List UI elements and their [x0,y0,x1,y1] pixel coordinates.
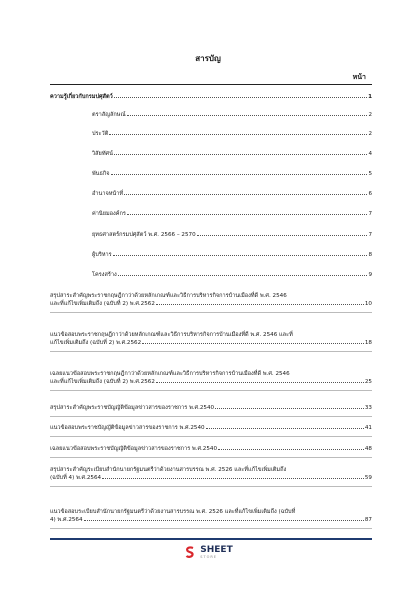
entry-divider [50,528,372,529]
toc-entry-page: 1 [368,94,372,100]
dot-leader [118,275,368,276]
toc-entry-page: 2 [368,131,372,137]
logo-mark-icon [183,545,197,559]
dot-leader [127,214,368,215]
dot-leader [206,428,364,429]
dot-leader [124,194,367,195]
dot-leader [109,134,367,135]
toc-entry-text: และที่แก้ไขเพิ่มเติมถึง (ฉบับที่ 2) พ.ศ.2562 [50,379,155,385]
toc-entry[interactable] [50,331,372,347]
toc-entry-text: สรุปสาระสำคัญพระราชบัญญัติข้อมูลข่าวสารของราชการ พ.ศ.2540 [50,405,215,411]
toc-entry[interactable] [92,130,372,138]
entry-divider [50,390,372,391]
toc-entry-text: เฉลยแนวข้อสอบพระราชกฤษฎีกาว่าด้วยหลักเกณฑ์และวิธีการบริหารกิจการบ้านเมืองที่ดี พ.ศ. 2546 [50,371,290,377]
toc-entry-page: 87 [364,517,372,523]
toc-entry-text: โครงสร้าง [92,272,117,278]
toc-entry[interactable] [92,271,372,279]
toc-entry-page: 6 [368,191,372,197]
toc-entry-text: แนวข้อสอบพระราชบัญญัติข้อมูลข่าวสารของราชการ พ.ศ.2540 [50,425,205,431]
toc-entry-text: ประวัติ [92,131,109,137]
dot-leader [111,174,368,175]
header-rule [50,84,372,85]
toc-entry-text: ตราสัญลักษณ์ [92,112,126,118]
entry-divider [50,486,372,487]
dot-leader [84,520,364,521]
toc-entry-text: ความรู้เกี่ยวกับกรมปศุสัตว์ [50,94,113,100]
page-column-header: หน้า [352,73,366,81]
toc-entry-page: 4 [368,151,372,157]
entry-divider [50,416,372,417]
dot-leader [142,343,364,344]
toc-entry[interactable] [92,150,372,158]
toc-entry-text: ค่านิยมองค์กร [92,211,126,217]
logo-sub: STORE [200,554,218,559]
toc-entry-page: 7 [368,232,372,238]
toc-entry[interactable] [92,190,372,198]
toc-entry-page: 5 [368,171,372,177]
dot-leader [156,382,364,383]
toc-entry-page: 7 [368,211,372,217]
toc-entry-page: 59 [364,475,372,481]
toc-entry-page: 33 [364,405,372,411]
toc-entry[interactable] [92,210,372,218]
toc-entry[interactable] [50,466,372,482]
footer-rule [50,538,372,540]
toc-entry-page: 41 [364,425,372,431]
toc-entry[interactable] [50,404,372,412]
toc-entry-text: ผู้บริหาร [92,252,112,258]
dot-leader [215,408,364,409]
toc-entry-text: 4) พ.ศ.2564 [50,517,83,523]
toc-entry-text: (ฉบับที่ 4) พ.ศ.2564 [50,475,102,481]
toc-entry[interactable] [50,445,372,453]
sheet-store-logo [0,545,416,559]
toc-entry-page: 18 [364,340,372,346]
toc-entry[interactable] [92,251,372,259]
toc-entry-text: พันธกิจ [92,171,110,177]
dot-leader [197,235,368,236]
toc-entry-page: 2 [368,112,372,118]
toc-entry-text: แก้ไขเพิ่มเติมถึง (ฉบับที่ 2) พ.ศ.2562 [50,340,142,346]
toc-entry-text: วิสัยทัศน์ [92,151,113,157]
dot-leader [114,154,368,155]
logo-brand: SHEET [200,544,233,555]
dot-leader [218,449,364,450]
entry-divider [50,312,372,313]
toc-entry-page: 8 [368,252,372,258]
dot-leader [102,478,364,479]
toc-entry-text: สรุปสาระสำคัญพระราชกฤษฎีกาว่าด้วยหลักเกณฑ์และวิธีการบริหารกิจการบ้านเมืองที่ดี พ.ศ. 2546 [50,293,287,299]
toc-entry[interactable] [92,170,372,178]
toc-entry[interactable] [50,508,372,524]
toc-entry[interactable] [50,93,372,101]
toc-entry-page: 9 [368,272,372,278]
dot-leader [156,304,364,305]
entry-divider [50,436,372,437]
dot-leader [127,115,368,116]
dot-leader [113,255,368,256]
toc-entry[interactable] [50,424,372,432]
toc-entry-text: สรุปสาระสำคัญระเบียบสำนักนายกรัฐมนตรีว่าด้วยงานสารบรรณ พ.ศ. 2526 และที่แก้ไขเพิ่มเติมถึง [50,467,287,473]
entry-divider [50,457,372,458]
toc-entry-text: ยุทธศาสตร์กรมปศุสัตว์ พ.ศ. 2566 – 2570 [92,232,196,238]
toc-entry-text: เฉลยแนวข้อสอบพระราชบัญญัติข้อมูลข่าวสารของราชการ พ.ศ.2540 [50,446,218,452]
toc-entry-page: 25 [364,379,372,385]
toc-entry-text: และที่แก้ไขเพิ่มเติมถึง (ฉบับที่ 2) พ.ศ.2562 [50,301,155,307]
toc-entry-page: 48 [364,446,372,452]
toc-entry-page: 10 [364,301,372,307]
toc-entry-text: อำนาจหน้าที่ [92,191,124,197]
toc-entry[interactable] [50,370,372,386]
entry-divider [50,351,372,352]
toc-entry[interactable] [92,111,372,119]
toc-entry-text: แนวข้อสอบพระราชกฤษฎีกาว่าด้วยหลักเกณฑ์และวิธีการบริหารกิจการบ้านเมืองที่ดี พ.ศ. 2546 และที่ [50,332,293,338]
dot-leader [114,97,367,98]
toc-entry-text: แนวข้อสอบระเบียบสำนักนายกรัฐมนตรีว่าด้วยงานสารบรรณ พ.ศ. 2526 และที่แก้ไขเพิ่มเติมถึง (ฉบับที่ [50,509,296,515]
toc-entry[interactable] [50,292,372,308]
page-title: สารบัญ [195,54,221,63]
toc-entry[interactable] [92,231,372,239]
